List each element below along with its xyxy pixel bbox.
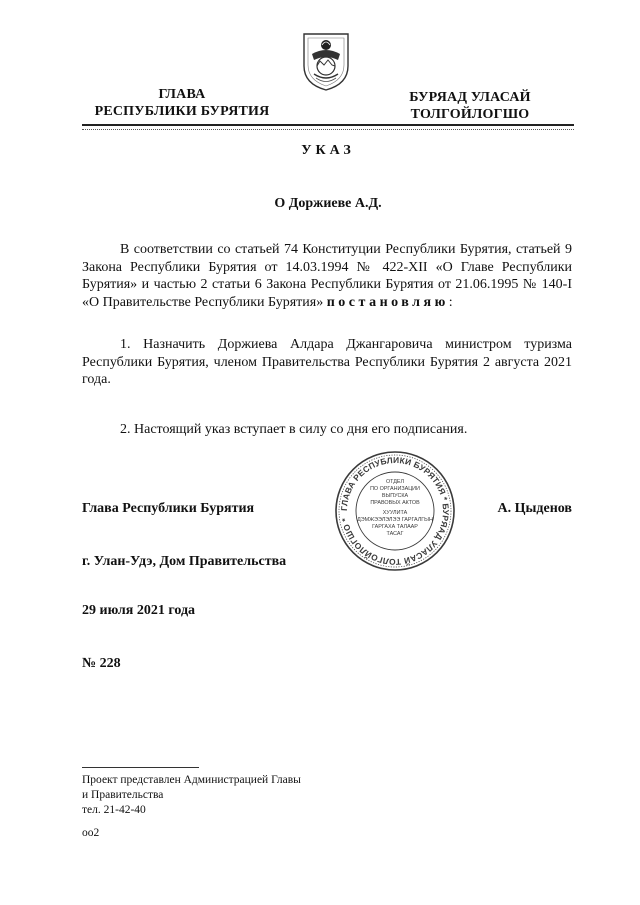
header-right-line2: ТОЛГОЙЛОГШО (410, 107, 530, 122)
stamp-line: ДЭМЖЭЭЛЭЛЭЭ ГАРГАЛГЫН (357, 517, 433, 523)
decree-number: № 228 (82, 656, 121, 671)
header-dotted-rule (82, 129, 574, 130)
footnote-code: оо2 (82, 827, 100, 839)
decree-word: постановляю (326, 294, 449, 310)
stamp-line: ОТДЕЛ (385, 479, 405, 485)
stamp-line: ХУУЛИТА (382, 510, 408, 516)
footnote (82, 773, 301, 818)
header-left-line1: ГЛАВА (158, 87, 206, 102)
stamp-ring-text: ГЛАВА РЕСПУБЛИКИ БУРЯТИЯ * БУРЯАД УЛАСАЙ ТОЛГОЙЛОГШО * (338, 454, 452, 568)
header-left-line2: РЕСПУБЛИКИ БУРЯТИЯ (94, 104, 270, 119)
footnote-line1: Проект представлен Администрацией Главы (82, 774, 301, 786)
stamp-line: ГАРГАХА ТАЛААР (372, 524, 418, 530)
footnote-rule (82, 767, 199, 768)
header-right (370, 89, 570, 123)
signature-position: Глава Республики Бурятия (82, 501, 255, 516)
coat-of-arms-emblem (300, 30, 352, 92)
document-subject: О Доржиеве А.Д. (274, 196, 382, 211)
footnote-line3: тел. 21-42-40 (82, 804, 146, 816)
stamp-line: ТАСАГ (386, 531, 404, 537)
issue-date: 29 июля 2021 года (82, 603, 196, 618)
decree-colon: : (448, 294, 453, 310)
official-stamp (333, 449, 457, 573)
signature-name: А. Цыденов (497, 501, 572, 516)
preamble-paragraph (82, 241, 572, 311)
preamble-text: В соответствии со статьей 74 Конституции Республики Бурятия, статьей 9 Закона Республики Бурятия от 14.03.1994 № 422-XII «О Главе Республики Бурятия» и частью 2 статьи 6 Закона Республики Бурятия от 21.06.1995 № 140-I «О Правительстве Республики Бурятия» (82, 242, 572, 310)
stamp-line: ВЫПУСКА (381, 493, 409, 499)
stamp-line: ПРАВОВЫХ АКТОВ (370, 500, 420, 506)
issue-place: г. Улан-Удэ, Дом Правительства (82, 554, 287, 569)
item-1: 1. Назначить Доржиева Алдара Джангаровича министром туризма Республики Бурятия, членом Правительства Республики Бурятия 2 августа 2021 года. (82, 337, 572, 387)
item-2: 2. Настоящий указ вступает в силу со дня его подписания. (120, 422, 468, 437)
stamp-line: ПО ОРГАНИЗАЦИИ (370, 486, 420, 492)
document-title: УКАЗ (301, 143, 355, 158)
header-left (82, 86, 282, 120)
header-rule (82, 124, 574, 126)
header-right-line1: БУРЯАД УЛАСАЙ (409, 90, 531, 105)
footnote-line2: и Правительства (82, 789, 164, 801)
